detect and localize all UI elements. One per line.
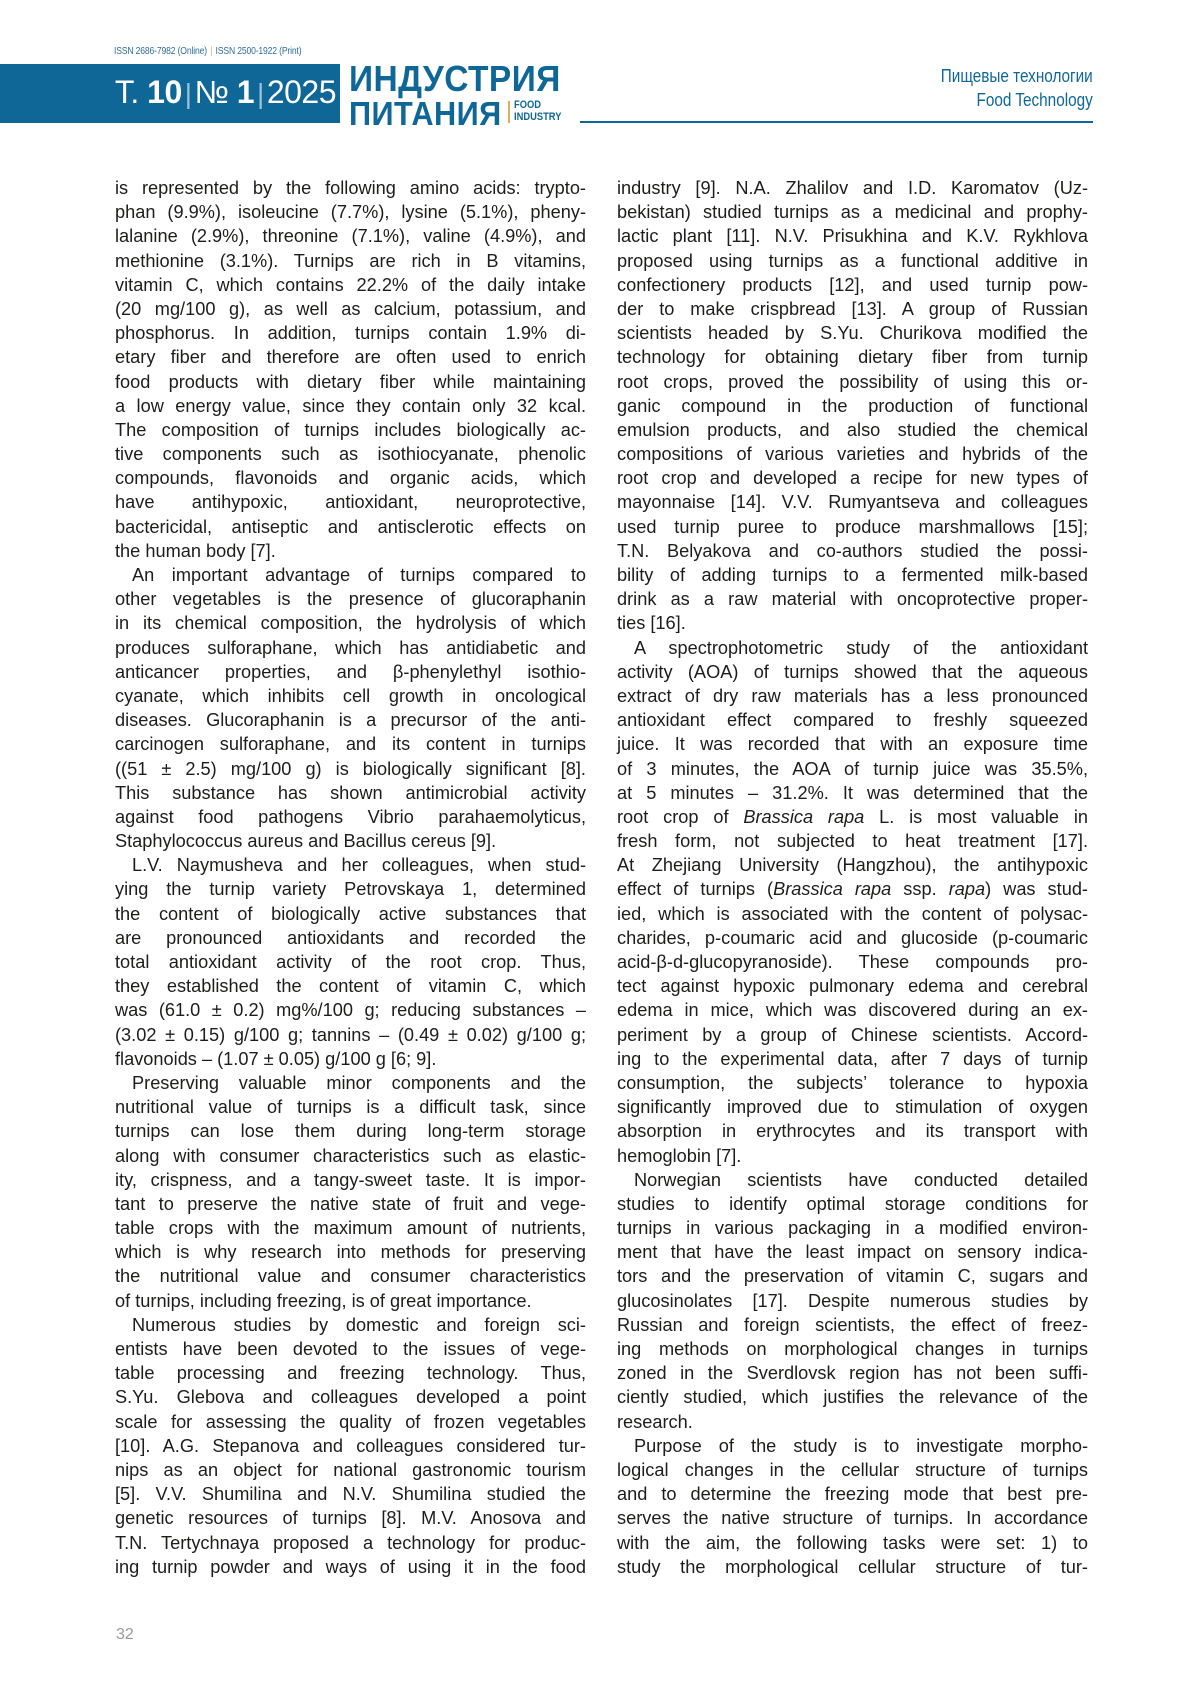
text-line: of 3 minutes, the AOA of turnip juice was 35.5%, xyxy=(617,758,1088,779)
text-line: T.N. Belyakova and co-authors studied the possi- xyxy=(617,540,1088,561)
number-prefix: № xyxy=(194,74,229,110)
text-line: lactic plant [11]. N.V. Prisukhina and K.V. Rykhlova xyxy=(617,226,1088,247)
text-line: zoned in the Sverdlovsk region has not been suffi- xyxy=(617,1363,1088,1384)
text-line: produces sulforaphane, which has antidiabetic and xyxy=(115,637,586,658)
text-line: charides, p-coumaric acid and glucoside (p-coumaric xyxy=(617,927,1088,948)
text-line: diseases. Glucoraphanin is a precursor of the anti- xyxy=(115,710,586,731)
issn-online: ISSN 2686-7982 (Online) xyxy=(114,45,207,57)
text-line: Russian and foreign scientists, the effect of freez- xyxy=(617,1314,1088,1335)
text-line: ciently studied, which justifies the relevance of the xyxy=(617,1387,1088,1408)
text-line: root crops, proved the possibility of using this or- xyxy=(617,371,1088,392)
text-line: serves the native structure of turnips. In accordance xyxy=(617,1508,1088,1529)
italic-text: Brassica rapa xyxy=(773,879,892,900)
text-line: are pronounced antioxidants and recorded the xyxy=(115,927,586,948)
text-line: in its chemical composition, the hydrolysis of which xyxy=(115,613,586,634)
text-line: Preserving valuable minor components and the xyxy=(132,1072,586,1093)
text-line: carcinogen sulforaphane, and its content in turnips xyxy=(115,734,586,755)
text-line: and to determine the freezing mode that best pre- xyxy=(617,1484,1088,1505)
text-line: fresh form, not subjected to heat treatment [17]. xyxy=(617,831,1088,852)
text-line: tect against hypoxic pulmonary edema and cerebral xyxy=(617,976,1088,997)
text-line: drink as a raw material with oncoprotective proper- xyxy=(617,589,1088,610)
text-line: An important advantage of turnips compared to xyxy=(132,565,586,585)
text-line: research. xyxy=(617,1411,693,1432)
text-line: ied, which is associated with the content of polysac- xyxy=(617,903,1088,924)
text-line: compositions of various varieties and hybrids of the xyxy=(617,444,1088,465)
text-line: phan (9.9%), isoleucine (7.7%), lysine (5.1%), pheny- xyxy=(115,202,586,223)
text-line: along with consumer characteristics such as elastic- xyxy=(115,1145,586,1166)
text-line: with the aim, the following tasks were set: 1) to xyxy=(617,1532,1088,1553)
issue-number: 1 xyxy=(236,74,255,110)
page-number: 32 xyxy=(116,1626,134,1643)
text-line: lalanine (2.9%), threonine (7.1%), valine (4.9%), and xyxy=(115,226,586,247)
text-line: root crop and developed a recipe for new types of xyxy=(617,468,1088,489)
text-line: technology for obtaining dietary fiber from turnip xyxy=(617,347,1088,368)
text-line: the human body [7]. xyxy=(115,540,276,561)
text-line: scale for assessing the quality of frozen vegetables xyxy=(115,1411,586,1432)
text-line: the nutritional value and consumer characteristics xyxy=(115,1266,586,1287)
text-line: hemoglobin [7]. xyxy=(617,1145,742,1166)
text-line: bactericidal, antiseptic and antisclerotic effects on xyxy=(115,516,586,537)
header-rule xyxy=(580,121,1093,123)
text-line: the content of biologically active substances that xyxy=(115,903,586,924)
text-line: Purpose of the study is to investigate morpho- xyxy=(634,1435,1088,1456)
italic-text: Brassica rapa xyxy=(743,806,865,827)
text-line: der to make crispbread [13]. A group of Russian xyxy=(617,298,1088,319)
text-line: nips as an object for national gastronomic tourism xyxy=(115,1459,586,1480)
text-line: periment by a group of Chinese scientists. Accord- xyxy=(617,1024,1088,1045)
text-line: vitamin C, which contains 22.2% of the daily intake xyxy=(115,274,586,295)
text-line: ing turnip powder and ways of using it in the food xyxy=(115,1556,586,1577)
text-line: ing methods on morphological changes in turnips xyxy=(617,1339,1088,1359)
text-line: tive components such as isothiocyanate, phenolic xyxy=(115,444,586,465)
logo-en-line1: FOOD xyxy=(514,99,542,111)
text-line: turnips in various packaging in a modified environ- xyxy=(617,1218,1088,1239)
text-line: at 5 minutes – 31.2%. It was determined that the xyxy=(617,782,1088,803)
text-line: Norwegian scientists have conducted detailed xyxy=(634,1169,1088,1190)
section-title-ru: Пищевые технологии xyxy=(941,66,1093,86)
text-line: study the morphological cellular structure of tur- xyxy=(617,1556,1088,1577)
text-line: have antihypoxic, antioxidant, neuroprotective, xyxy=(115,492,586,513)
text-line: ties [16]. xyxy=(617,613,686,634)
text-line: juice. It was recorded that with an exposure time xyxy=(617,734,1088,755)
logo-en-line2: INDUSTRY xyxy=(514,110,562,123)
text-line: tors and the preservation of vitamin C, sugars and xyxy=(617,1266,1088,1287)
text-line: logical changes in the cellular structure of turnips xyxy=(617,1459,1088,1480)
issn-separator: | xyxy=(210,45,213,57)
paragraph xyxy=(617,1168,1088,1434)
text-line: cyanate, which inhibits cell growth in oncological xyxy=(115,685,586,706)
issue-separator: | xyxy=(184,78,192,109)
text-segment: ) was stud- xyxy=(985,879,1088,900)
text-line: a low energy value, since they contain only 32 kcal. xyxy=(115,395,586,416)
text-line: scientists headed by S.Yu. Churikova modified the xyxy=(617,323,1088,344)
text-line: Numerous studies by domestic and foreign sci- xyxy=(132,1314,586,1335)
text-line: (3.02 ± 0.15) g/100 g; tannins – (0.49 ± 0.02) g/100 g; xyxy=(115,1024,586,1045)
issue-info xyxy=(115,74,336,111)
text-line: activity (AOA) of turnips showed that the aqueous xyxy=(617,661,1088,682)
text-line: entists have been devoted to the issues of vege- xyxy=(115,1339,586,1359)
text-line: ity, crispness, and a tangy-sweet taste. It is impor- xyxy=(115,1169,586,1190)
text-line: ment that have the least impact on sensory indica- xyxy=(617,1242,1088,1263)
text-line: was (61.0 ± 0.2) mg%/100 g; reducing substances – xyxy=(115,1000,586,1021)
text-line: industry [9]. N.A. Zhalilov and I.D. Karomatov (Uz- xyxy=(617,178,1088,198)
paragraph xyxy=(617,1434,1088,1579)
logo-divider xyxy=(508,101,510,123)
text-column-right xyxy=(617,176,1088,1579)
section-title-en: Food Technology xyxy=(976,90,1093,110)
text-line: turnips can lose them during long-term storage xyxy=(115,1121,586,1142)
text-line: ing to the experimental data, after 7 days of turnip xyxy=(617,1048,1088,1069)
text-line: used turnip puree to produce marshmallows [15]; xyxy=(617,516,1088,537)
issue-banner xyxy=(0,64,340,123)
text-line: S.Yu. Glebova and colleagues developed a point xyxy=(115,1387,586,1408)
text-line: food products with dietary fiber while maintaining xyxy=(115,371,586,392)
text-line: studies to identify optimal storage conditions for xyxy=(617,1193,1088,1214)
text-line: confectionery products [12], and used turnip pow- xyxy=(617,274,1088,295)
text-line: significantly improved due to stimulation of oxygen xyxy=(617,1097,1088,1118)
text-line: phosphorus. In addition, turnips contain 1.9% di- xyxy=(115,323,586,344)
text-line: bility of adding turnips to a fermented milk-based xyxy=(617,565,1088,585)
text-line: emulsion products, and also studied the chemical xyxy=(617,419,1088,440)
paragraph xyxy=(115,176,586,563)
issue-separator: | xyxy=(257,78,264,109)
text-line: This substance has shown antimicrobial activity xyxy=(115,782,586,803)
text-line: of turnips, including freezing, is of great importance. xyxy=(115,1290,532,1311)
text-line xyxy=(617,805,1088,829)
journal-logo-line1: ИНДУСТРИЯ xyxy=(349,58,561,99)
text-line: they established the content of vitamin C, which xyxy=(115,976,586,997)
text-line: table crops with the maximum amount of nutrients, xyxy=(115,1218,586,1239)
text-line: antioxidant effect compared to freshly squeezed xyxy=(617,710,1088,731)
text-line: At Zhejiang University (Hangzhou), the antihypoxic xyxy=(617,855,1088,876)
text-column-left xyxy=(115,176,586,1579)
italic-text: rapa xyxy=(948,879,986,900)
text-line: proposed using turnips as a functional additive in xyxy=(617,250,1088,271)
journal-logo-en xyxy=(514,100,561,123)
text-line: flavonoids – (1.07 ± 0.05) g/100 g [6; 9]. xyxy=(115,1048,437,1069)
paragraph xyxy=(115,1071,586,1313)
text-segment: effect of turnips ( xyxy=(617,879,774,900)
text-line: ((51 ± 2.5) mg/100 g) is biologically significant [8]. xyxy=(115,758,586,779)
text-line xyxy=(617,877,1088,901)
issue-year: 2025 xyxy=(266,74,336,110)
paragraph xyxy=(617,176,1088,636)
text-line: The composition of turnips includes biologically ac- xyxy=(115,419,586,440)
paragraph xyxy=(115,563,586,853)
issn-print: ISSN 2500-1922 (Print) xyxy=(215,45,302,57)
paragraph xyxy=(115,853,586,1071)
issn-line xyxy=(114,45,301,57)
text-line: ying the turnip variety Petrovskaya 1, determined xyxy=(115,879,586,900)
text-line: table processing and freezing technology. Thus, xyxy=(115,1363,586,1384)
paragraph xyxy=(617,636,1088,1168)
text-segment: ssp. xyxy=(891,879,949,900)
volume-prefix: Т. xyxy=(114,74,139,110)
text-line: other vegetables is the presence of glucoraphanin xyxy=(115,589,586,610)
paragraph xyxy=(115,1313,586,1579)
text-line: consumption, the subjects’ tolerance to hypoxia xyxy=(617,1072,1088,1093)
text-line: which is why research into methods for preserving xyxy=(115,1242,586,1263)
text-line: etary fiber and therefore are often used to enrich xyxy=(115,347,586,368)
text-line: anticancer properties, and β-phenylethyl isothio- xyxy=(115,661,586,682)
text-line: absorption in erythrocytes and its transport with xyxy=(617,1121,1088,1142)
text-segment: root crop of xyxy=(617,806,744,827)
text-line: compounds, flavonoids and organic acids, which xyxy=(115,468,586,489)
text-line: mayonnaise [14]. V.V. Rumyantseva and colleagues xyxy=(617,492,1088,513)
text-line: tant to preserve the native state of fruit and vege- xyxy=(115,1193,586,1214)
text-line: (20 mg/100 g), as well as calcium, potassium, and xyxy=(115,298,586,319)
text-line: Staphylococcus aureus and Bacillus cereus [9]. xyxy=(115,831,497,852)
text-line: acid-β-d-glucopyranoside). These compounds pro- xyxy=(617,952,1088,972)
volume-number: 10 xyxy=(147,74,182,110)
text-line: edema in mice, which was discovered during an ex- xyxy=(617,1000,1088,1021)
text-line: [5]. V.V. Shumilina and N.V. Shumilina studied the xyxy=(115,1484,586,1505)
text-line: ganic compound in the production of functional xyxy=(617,395,1088,416)
text-line: L.V. Naymusheva and her colleagues, when stud- xyxy=(132,855,586,876)
journal-logo-line2: ПИТАНИЯ xyxy=(349,95,502,132)
text-segment: L. is most valuable in xyxy=(864,806,1089,827)
text-line: glucosinolates [17]. Despite numerous studies by xyxy=(617,1290,1088,1311)
text-line: extract of dry raw materials has a less pronounced xyxy=(617,685,1088,706)
text-line: genetic resources of turnips [8]. M.V. Anosova and xyxy=(115,1508,586,1529)
text-line: is represented by the following amino acids: trypto- xyxy=(115,178,586,198)
text-line: bekistan) studied turnips as a medicinal and prophy- xyxy=(617,202,1088,223)
text-line: A spectrophotometric study of the antioxidant xyxy=(634,637,1088,658)
text-line: nutritional value of turnips is a difficult task, since xyxy=(115,1097,586,1118)
text-line: T.N. Tertychnaya proposed a technology for produc- xyxy=(115,1532,586,1553)
text-line: against food pathogens Vibrio parahaemolyticus, xyxy=(115,806,586,827)
text-line: total antioxidant activity of the root crop. Thus, xyxy=(115,952,586,972)
text-line: methionine (3.1%). Turnips are rich in B vitamins, xyxy=(115,250,586,271)
text-line: [10]. A.G. Stepanova and colleagues considered tur- xyxy=(115,1435,586,1456)
